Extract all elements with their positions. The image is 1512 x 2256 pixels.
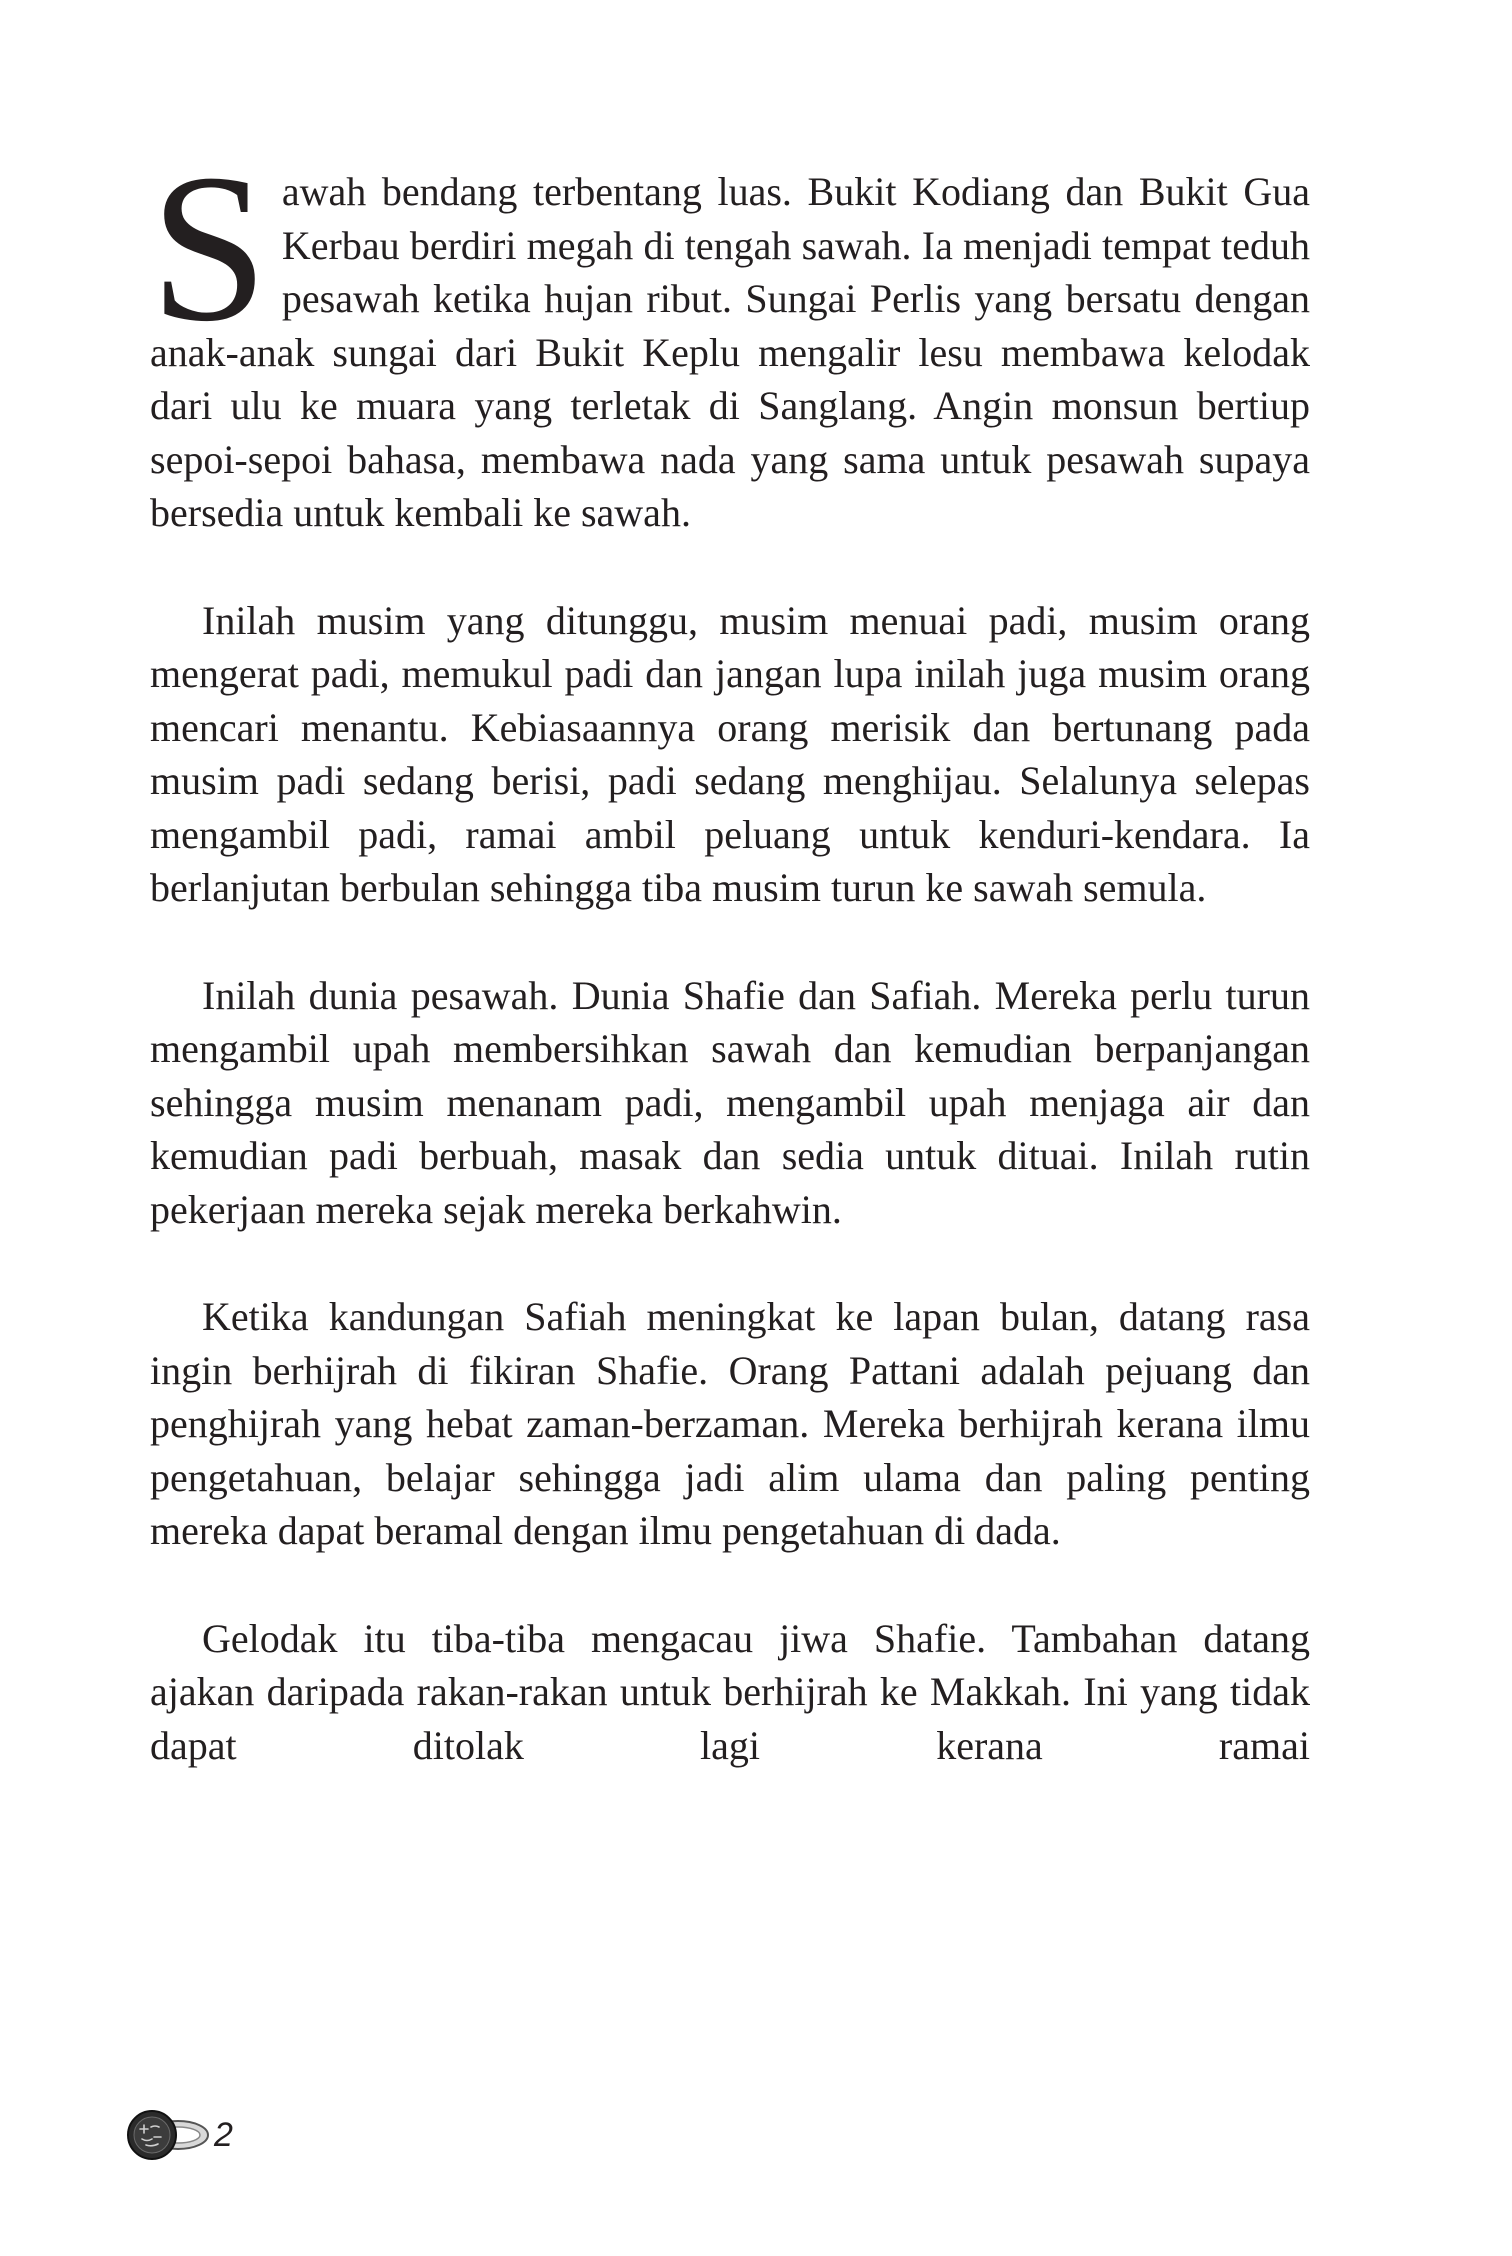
page-footer <box>124 2105 233 2165</box>
ring-icon <box>124 2105 212 2165</box>
paragraph-1 <box>150 130 1310 540</box>
page-number: 2 <box>214 2115 233 2154</box>
paragraph-2: Inilah musim yang ditunggu, musim menuai padi, musim orang mengerat padi, memukul padi dan jangan lupa inilah juga musim orang mencari menantu. Kebiasaannya orang merisik dan bertunang pada musim padi sedang berisi, padi sedang menghijau. Selalunya selepas mengambil padi, ramai ambil peluang untuk kenduri-kendara. Ia berlanjutan berbulan sehingga tiba musim turun ke sawah semula. <box>150 597 1310 910</box>
body-text <box>150 130 1310 1772</box>
paragraph-3: Inilah dunia pesawah. Dunia Shafie dan Safiah. Mereka perlu turun mengambil upah membersihkan sawah dan kemudian berpanjangan sehingga musim menanam padi, mengambil upah menjaga air dan kemudian padi berbuah, masak dan sedia untuk dituai. Inilah rutin pekerjaan mereka sejak mereka berkahwin. <box>150 972 1310 1232</box>
drop-cap: S <box>150 130 268 365</box>
paragraph-4: Ketika kandungan Safiah meningkat ke lapan bulan, datang rasa ingin berhijrah di fikiran Shafie. Orang Pattani adalah pejuang dan penghijrah yang hebat zaman-berzaman. Mereka berhijrah kerana ilmu pengetahuan, belajar sehingga jadi alim ulama dan paling penting mereka dapat beramal dengan ilmu pengetahuan di dada. <box>150 1294 1310 1553</box>
paragraph-5: Gelodak itu tiba-tiba mengacau jiwa Shafie. Tambahan datang ajakan daripada rakan-rakan untuk berhijrah ke Makkah. Ini yang tidak dapat ditolak lagi kerana ramai <box>150 1615 1310 1768</box>
paragraph-1-text: awah bendang terbentang luas. Bukit Kodiang dan Bukit Gua Kerbau berdiri megah di tengah sawah. Ia menjadi tempat teduh pesawah ketika hujan ribut. Sungai Perlis yang bersatu dengan anak-anak sungai dari Bukit Keplu mengalir lesu membawa kelodak dari ulu ke muara yang terletak di Sanglang. Angin monsun bertiup sepoi-sepoi bahasa, membawa nada yang sama untuk pesawah supaya bersedia untuk kembali ke sawah. <box>150 169 1310 535</box>
